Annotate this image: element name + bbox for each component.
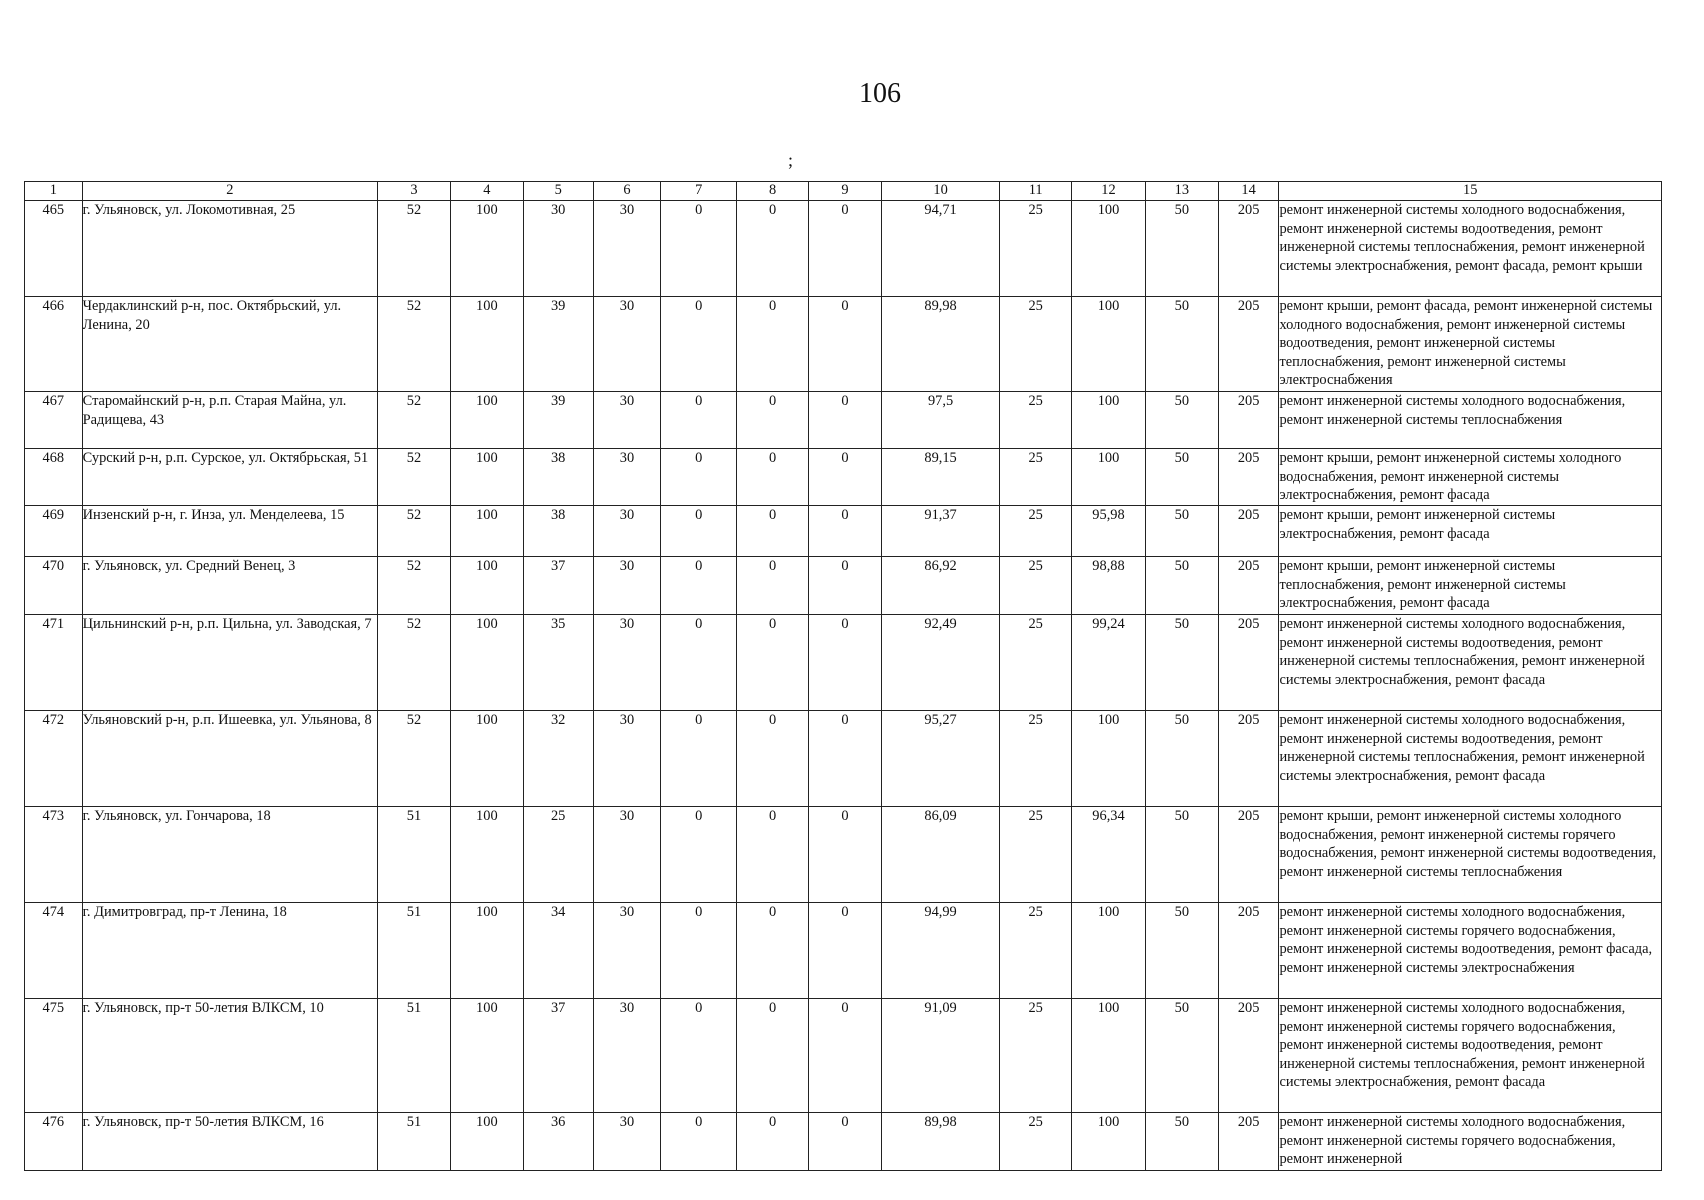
value-cell: 30 [593,449,661,506]
works-cell: ремонт инженерной системы холодного водоснабжения, ремонт инженерной системы горячего водоснабжения, ремонт инженерной [1279,1113,1662,1171]
value-cell: 86,09 [881,807,999,903]
table-row [25,297,1662,392]
value-cell: 30 [593,711,661,807]
page-number: 106 [859,78,901,109]
value-cell: 52 [378,297,451,392]
table-row [25,615,1662,711]
table-row [25,201,1662,297]
value-cell: 50 [1145,903,1218,999]
value-cell: 0 [737,1113,809,1171]
works-cell: ремонт крыши, ремонт инженерной системы холодного водоснабжения, ремонт инженерной системы электроснабжения, ремонт фасада [1279,449,1662,506]
table-row [25,557,1662,615]
row-number-cell: 475 [25,999,83,1113]
value-cell: 50 [1145,1113,1218,1171]
value-cell: 30 [593,392,661,449]
value-cell: 100 [450,297,523,392]
value-cell: 50 [1145,297,1218,392]
value-cell: 51 [378,999,451,1113]
value-cell: 0 [661,557,737,615]
address-cell: Сурский р-н, р.п. Сурское, ул. Октябрьская, 51 [82,449,377,506]
value-cell: 36 [523,1113,593,1171]
address-cell: г. Ульяновск, пр-т 50-летия ВЛКСМ, 16 [82,1113,377,1171]
value-cell: 100 [1072,999,1146,1113]
value-cell: 0 [809,506,882,557]
value-cell: 205 [1218,297,1279,392]
value-cell: 0 [809,392,882,449]
row-number-cell: 467 [25,392,83,449]
value-cell: 30 [523,201,593,297]
value-cell: 30 [593,506,661,557]
value-cell: 97,5 [881,392,999,449]
value-cell: 86,92 [881,557,999,615]
works-cell: ремонт крыши, ремонт инженерной системы теплоснабжения, ремонт инженерной системы электроснабжения, ремонт фасада [1279,557,1662,615]
value-cell: 100 [1072,1113,1146,1171]
value-cell: 0 [737,807,809,903]
value-cell: 0 [661,297,737,392]
column-header-8: 8 [737,182,809,201]
value-cell: 25 [1000,506,1072,557]
address-cell: Ульяновский р-н, р.п. Ишеевка, ул. Ульянова, 8 [82,711,377,807]
value-cell: 100 [1072,201,1146,297]
stray-mark: ; [788,150,794,170]
value-cell: 100 [450,807,523,903]
column-header-15: 15 [1279,182,1662,201]
value-cell: 100 [1072,449,1146,506]
value-cell: 0 [809,1113,882,1171]
value-cell: 25 [1000,711,1072,807]
row-number-cell: 471 [25,615,83,711]
value-cell: 0 [809,807,882,903]
value-cell: 205 [1218,999,1279,1113]
value-cell: 52 [378,449,451,506]
value-cell: 30 [593,999,661,1113]
value-cell: 30 [593,297,661,392]
value-cell: 95,27 [881,711,999,807]
table-row [25,449,1662,506]
value-cell: 89,98 [881,297,999,392]
value-cell: 0 [809,297,882,392]
value-cell: 0 [809,557,882,615]
value-cell: 205 [1218,506,1279,557]
table-row [25,807,1662,903]
header-row [25,182,1662,201]
row-number-cell: 474 [25,903,83,999]
value-cell: 0 [737,999,809,1113]
value-cell: 0 [809,999,882,1113]
value-cell: 51 [378,807,451,903]
value-cell: 100 [450,557,523,615]
value-cell: 0 [737,506,809,557]
column-header-14: 14 [1218,182,1279,201]
value-cell: 0 [737,449,809,506]
value-cell: 37 [523,557,593,615]
register-table [24,181,1662,1171]
value-cell: 39 [523,297,593,392]
value-cell: 96,34 [1072,807,1146,903]
value-cell: 205 [1218,807,1279,903]
address-cell: г. Ульяновск, ул. Гончарова, 18 [82,807,377,903]
value-cell: 0 [661,999,737,1113]
value-cell: 32 [523,711,593,807]
value-cell: 30 [593,201,661,297]
column-header-12: 12 [1072,182,1146,201]
value-cell: 51 [378,1113,451,1171]
value-cell: 25 [1000,1113,1072,1171]
value-cell: 0 [809,903,882,999]
value-cell: 0 [661,615,737,711]
value-cell: 0 [809,615,882,711]
value-cell: 25 [1000,392,1072,449]
value-cell: 50 [1145,449,1218,506]
address-cell: Чердаклинский р-н, пос. Октябрьский, ул. Ленина, 20 [82,297,377,392]
value-cell: 37 [523,999,593,1113]
works-cell: ремонт инженерной системы холодного водоснабжения, ремонт инженерной системы горячего водоснабжения, ремонт инженерной системы водоотведения, ремонт фасада, ремонт инженерной системы электроснабжения [1279,903,1662,999]
value-cell: 100 [1072,903,1146,999]
value-cell: 52 [378,392,451,449]
value-cell: 0 [661,1113,737,1171]
value-cell: 0 [737,201,809,297]
value-cell: 100 [450,615,523,711]
table-row [25,1113,1662,1171]
column-header-1: 1 [25,182,83,201]
value-cell: 25 [1000,557,1072,615]
works-cell: ремонт инженерной системы холодного водоснабжения, ремонт инженерной системы горячего водоснабжения, ремонт инженерной системы водоотведения, ремонт инженерной системы теплоснабжения, ремонт инженерной системы электроснабжения, ремонт фасада [1279,999,1662,1113]
column-header-2: 2 [82,182,377,201]
column-header-6: 6 [593,182,661,201]
value-cell: 0 [737,615,809,711]
value-cell: 100 [450,1113,523,1171]
value-cell: 52 [378,506,451,557]
value-cell: 100 [450,903,523,999]
address-cell: г. Ульяновск, ул. Средний Венец, 3 [82,557,377,615]
value-cell: 25 [523,807,593,903]
value-cell: 50 [1145,807,1218,903]
table-row [25,711,1662,807]
value-cell: 100 [450,201,523,297]
value-cell: 25 [1000,903,1072,999]
works-cell: ремонт инженерной системы холодного водоснабжения, ремонт инженерной системы теплоснабжения [1279,392,1662,449]
value-cell: 0 [737,557,809,615]
value-cell: 92,49 [881,615,999,711]
value-cell: 52 [378,711,451,807]
works-cell: ремонт инженерной системы холодного водоснабжения, ремонт инженерной системы водоотведения, ремонт инженерной системы теплоснабжения, ремонт инженерной системы электроснабжения, ремонт фасада, ремонт крыши [1279,201,1662,297]
works-cell: ремонт крыши, ремонт фасада, ремонт инженерной системы холодного водоснабжения, ремонт инженерной системы водоотведения, ремонт инженерной системы теплоснабжения, ремонт инженерной системы электроснабжения [1279,297,1662,392]
value-cell: 205 [1218,711,1279,807]
row-number-cell: 469 [25,506,83,557]
row-number-cell: 466 [25,297,83,392]
value-cell: 38 [523,449,593,506]
value-cell: 30 [593,557,661,615]
value-cell: 205 [1218,1113,1279,1171]
value-cell: 25 [1000,999,1072,1113]
value-cell: 50 [1145,711,1218,807]
value-cell: 205 [1218,557,1279,615]
value-cell: 35 [523,615,593,711]
address-cell: г. Ульяновск, ул. Локомотивная, 25 [82,201,377,297]
value-cell: 30 [593,615,661,711]
row-number-cell: 468 [25,449,83,506]
row-number-cell: 476 [25,1113,83,1171]
address-cell: Цильнинский р-н, р.п. Цильна, ул. Заводская, 7 [82,615,377,711]
value-cell: 0 [809,201,882,297]
value-cell: 25 [1000,201,1072,297]
address-cell: г. Ульяновск, пр-т 50-летия ВЛКСМ, 10 [82,999,377,1113]
value-cell: 0 [661,711,737,807]
value-cell: 205 [1218,615,1279,711]
value-cell: 0 [661,201,737,297]
value-cell: 89,98 [881,1113,999,1171]
works-cell: ремонт инженерной системы холодного водоснабжения, ремонт инженерной системы водоотведения, ремонт инженерной системы теплоснабжения, ремонт инженерной системы электроснабжения, ремонт фасада [1279,615,1662,711]
value-cell: 34 [523,903,593,999]
value-cell: 0 [737,903,809,999]
value-cell: 205 [1218,903,1279,999]
value-cell: 94,99 [881,903,999,999]
table-row [25,999,1662,1113]
table-row [25,506,1662,557]
value-cell: 0 [661,449,737,506]
value-cell: 100 [1072,392,1146,449]
value-cell: 95,98 [1072,506,1146,557]
value-cell: 100 [450,506,523,557]
address-cell: г. Димитровград, пр-т Ленина, 18 [82,903,377,999]
value-cell: 0 [661,807,737,903]
column-header-9: 9 [809,182,882,201]
value-cell: 100 [450,449,523,506]
value-cell: 25 [1000,615,1072,711]
value-cell: 100 [450,999,523,1113]
value-cell: 100 [1072,711,1146,807]
column-header-3: 3 [378,182,451,201]
table-row [25,392,1662,449]
row-number-cell: 473 [25,807,83,903]
column-header-7: 7 [661,182,737,201]
value-cell: 38 [523,506,593,557]
value-cell: 205 [1218,201,1279,297]
value-cell: 0 [809,711,882,807]
table-row [25,903,1662,999]
value-cell: 25 [1000,449,1072,506]
value-cell: 50 [1145,392,1218,449]
column-header-4: 4 [450,182,523,201]
value-cell: 0 [661,506,737,557]
value-cell: 50 [1145,201,1218,297]
row-number-cell: 470 [25,557,83,615]
value-cell: 52 [378,615,451,711]
works-cell: ремонт инженерной системы холодного водоснабжения, ремонт инженерной системы водоотведения, ремонт инженерной системы теплоснабжения, ремонт инженерной системы электроснабжения, ремонт фасада [1279,711,1662,807]
value-cell: 52 [378,201,451,297]
table-body [25,201,1662,1171]
value-cell: 52 [378,557,451,615]
value-cell: 39 [523,392,593,449]
column-header-10: 10 [881,182,999,201]
value-cell: 91,37 [881,506,999,557]
value-cell: 50 [1145,999,1218,1113]
value-cell: 205 [1218,392,1279,449]
value-cell: 51 [378,903,451,999]
value-cell: 100 [1072,297,1146,392]
column-header-11: 11 [1000,182,1072,201]
row-number-cell: 465 [25,201,83,297]
works-cell: ремонт крыши, ремонт инженерной системы электроснабжения, ремонт фасада [1279,506,1662,557]
value-cell: 30 [593,903,661,999]
value-cell: 0 [737,297,809,392]
value-cell: 0 [737,711,809,807]
address-cell: Старомайнский р-н, р.п. Старая Майна, ул. Радищева, 43 [82,392,377,449]
value-cell: 0 [661,903,737,999]
value-cell: 0 [661,392,737,449]
value-cell: 94,71 [881,201,999,297]
value-cell: 25 [1000,297,1072,392]
value-cell: 205 [1218,449,1279,506]
row-number-cell: 472 [25,711,83,807]
column-header-13: 13 [1145,182,1218,201]
value-cell: 25 [1000,807,1072,903]
value-cell: 98,88 [1072,557,1146,615]
address-cell: Инзенский р-н, г. Инза, ул. Менделеева, 15 [82,506,377,557]
value-cell: 100 [450,711,523,807]
value-cell: 91,09 [881,999,999,1113]
value-cell: 50 [1145,506,1218,557]
value-cell: 89,15 [881,449,999,506]
value-cell: 30 [593,1113,661,1171]
value-cell: 0 [809,449,882,506]
value-cell: 50 [1145,557,1218,615]
column-header-5: 5 [523,182,593,201]
works-cell: ремонт крыши, ремонт инженерной системы холодного водоснабжения, ремонт инженерной системы горячего водоснабжения, ремонт инженерной системы водоотведения, ремонт инженерной системы теплоснабжения [1279,807,1662,903]
value-cell: 100 [450,392,523,449]
value-cell: 30 [593,807,661,903]
value-cell: 99,24 [1072,615,1146,711]
value-cell: 0 [737,392,809,449]
value-cell: 50 [1145,615,1218,711]
